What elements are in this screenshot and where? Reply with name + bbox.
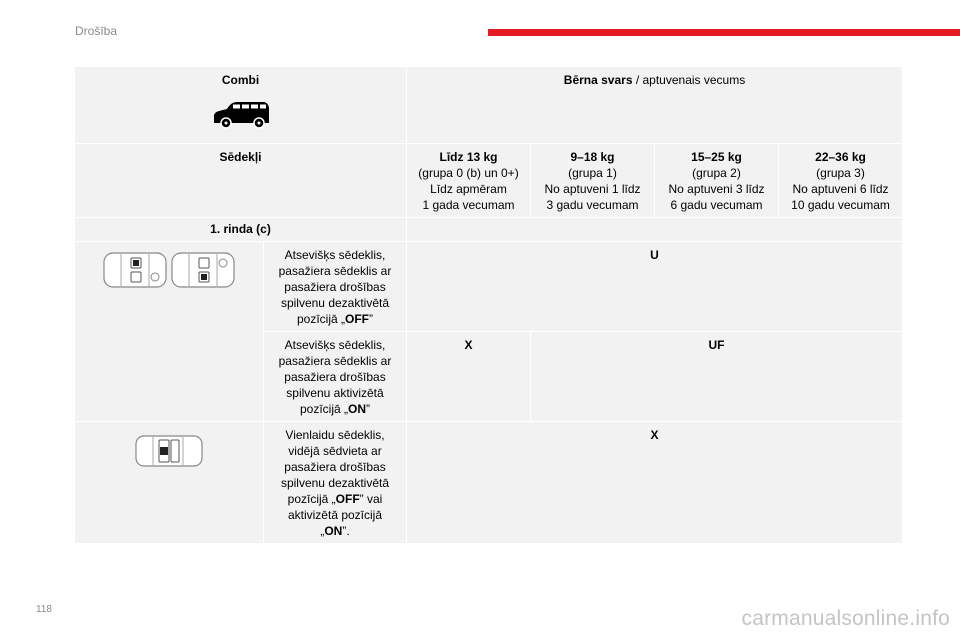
seat-description-line: Vienlaidu sēdeklis, (285, 428, 385, 442)
group-cell (779, 144, 903, 218)
seat-description-cell (264, 332, 407, 422)
table-row (75, 242, 903, 332)
van-icon (211, 100, 271, 130)
child-seat-table (74, 66, 903, 544)
seat-description-line: aktivizētā pozīcijā (287, 508, 383, 522)
page-number: 118 (36, 604, 52, 615)
seat-diagram-cell (75, 422, 264, 544)
group-age-line: No aptuveni 6 līdz (792, 182, 889, 196)
child-weight-header-cell (407, 67, 903, 144)
seat-description-line: pasažiera drošības (284, 460, 386, 474)
seat-description-line: pasažiera sēdeklis ar (278, 264, 392, 278)
group-weight: 22–36 kg (815, 150, 866, 164)
group-age-line: 10 gadu vecumam (791, 198, 890, 212)
group-cell (407, 144, 531, 218)
seat-description-line: pasažiera sēdeklis ar (278, 354, 392, 368)
suitability-cell (531, 332, 903, 422)
group-weight: Līdz 13 kg (439, 150, 498, 164)
seat-diagram-cell (75, 242, 264, 422)
group-cell (531, 144, 655, 218)
header-accent-bar (488, 29, 960, 36)
seat-description-line: ” (369, 312, 374, 326)
group-number: (grupa 3) (816, 166, 865, 180)
airbag-state: OFF (345, 312, 370, 326)
seat-description-line: Atsevišķs sēdeklis, (284, 338, 386, 352)
seat-description-line: spilvenu aktivizētā (286, 386, 384, 400)
groups-row (75, 144, 903, 218)
seat-description-cell (264, 422, 407, 544)
vehicle-type-label: Combi (221, 73, 260, 87)
seat-description-line: spilvenu dezaktivētā (280, 476, 390, 490)
seat-description-line: Atsevišķs sēdeklis, (284, 248, 386, 262)
front-row-label: 1. rinda (c) (210, 222, 271, 236)
row-label-row (75, 218, 903, 242)
approx-age-label: / aptuvenais vecums (632, 73, 746, 87)
airbag-state: OFF (335, 492, 360, 506)
group-number: (grupa 2) (692, 166, 741, 180)
seats-label: Sēdekļi (219, 150, 262, 164)
watermark: carmanualsonline.info (741, 607, 950, 630)
seat-description-line: vidējā sēdvieta ar (288, 444, 382, 458)
table-header-row (75, 67, 903, 144)
group-cell (655, 144, 779, 218)
suitability-value: UF (708, 338, 725, 352)
seat-description-line: ” vai (359, 492, 383, 506)
seat-description-line: pasažiera drošības (284, 370, 386, 384)
group-age-line: 6 gadu vecumam (670, 198, 763, 212)
group-age-line: No aptuveni 3 līdz (668, 182, 765, 196)
seat-description-line: pasažiera drošības (284, 280, 386, 294)
group-age-line: Līdz apmēram (430, 182, 507, 196)
suitability-value: X (464, 338, 473, 352)
seat-description-line: pozīcijā „ (287, 492, 336, 506)
empty-cell (407, 218, 903, 242)
seats-header-cell (75, 144, 407, 218)
car-top-view-icon (103, 251, 167, 289)
suitability-cell (407, 242, 903, 332)
group-age-line: 3 gadu vecumam (546, 198, 639, 212)
group-weight: 9–18 kg (570, 150, 615, 164)
suitability-value: U (650, 248, 659, 262)
seat-description-line: pozīcijā „ (296, 312, 346, 326)
group-age-line: 1 gada vecumam (422, 198, 515, 212)
group-number: (grupa 1) (568, 166, 617, 180)
section-title: Drošība (75, 24, 118, 38)
child-weight-label: Bērna svars (563, 73, 633, 87)
airbag-state: ON (348, 402, 367, 416)
car-top-view-icon (135, 435, 203, 467)
table-row (75, 422, 903, 544)
seat-description-line: ”. (342, 524, 350, 538)
suitability-value: X (650, 428, 659, 442)
seat-description-cell (264, 242, 407, 332)
seat-description-line: „ (320, 524, 325, 538)
row-label-cell (75, 218, 407, 242)
group-age-line: No aptuveni 1 līdz (544, 182, 641, 196)
seat-description-line: pozīcijā „ (299, 402, 349, 416)
seat-description-line: spilvenu dezaktivētā (280, 296, 390, 310)
airbag-state: ON (324, 524, 343, 538)
seat-description-line: ” (366, 402, 371, 416)
group-number: (grupa 0 (b) un 0+) (418, 166, 519, 180)
vehicle-header-cell (75, 67, 407, 144)
suitability-cell (407, 422, 903, 544)
group-weight: 15–25 kg (691, 150, 742, 164)
car-top-view-icon (171, 251, 235, 289)
suitability-cell (407, 332, 531, 422)
